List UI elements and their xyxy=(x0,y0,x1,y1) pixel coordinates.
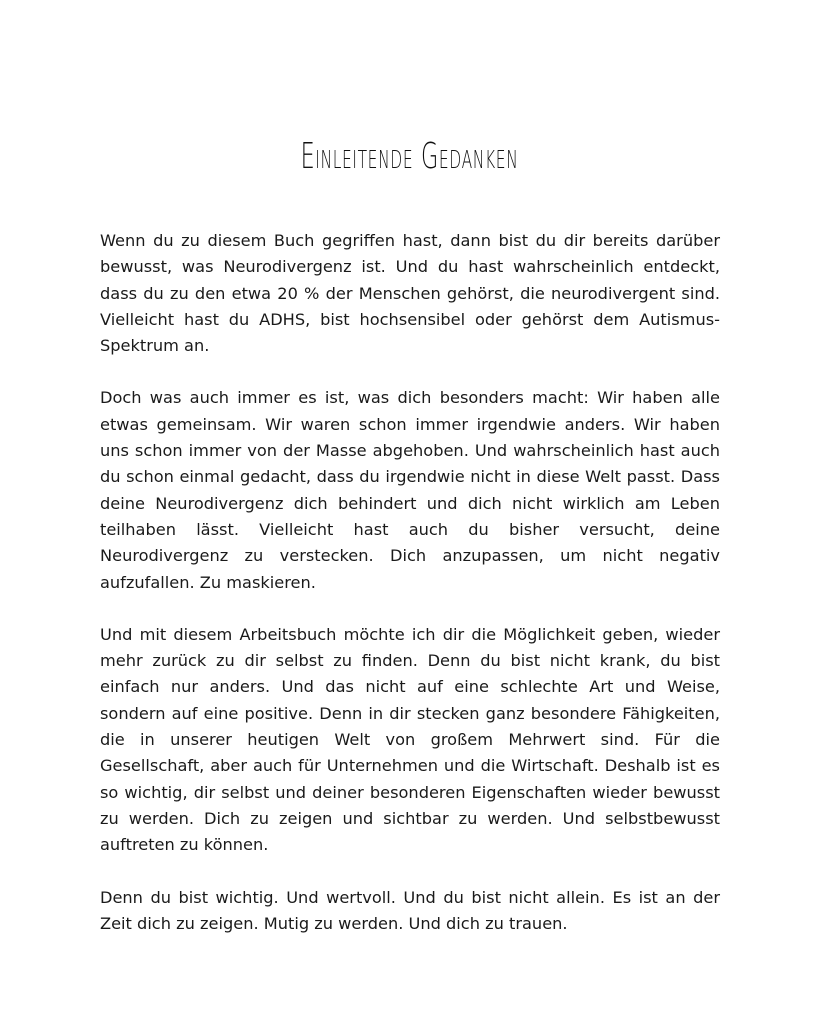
page-title: Einleitende Gedanken xyxy=(300,136,519,178)
paragraph-4: Denn du bist wichtig. Und wertvoll. Und du bist nicht allein. Es ist an der Zeit dich zu zeigen. Mutig zu werden. Und dich zu trauen. xyxy=(100,887,720,933)
body-text xyxy=(100,228,720,963)
paragraph-2: Doch was auch immer es ist, was dich besonders macht: Wir haben alle etwas gemeinsam. Wir waren schon immer irgendwie anders. Wir haben uns schon immer von der Masse abgehoben. Und wahrscheinlich hast auch du schon einmal gedacht, dass du irgendwie nicht in diese Welt passt. Dass deine Neurodivergenz dich behindert und dich nicht wirklich am Leben teilhaben lässt. Vielleicht hast auch du bisher versucht, deine Neurodivergenz zu verstecken. Dich anzupassen, um nicht negativ aufzufallen. Zu maskieren. xyxy=(100,388,720,592)
paragraph-1: Wenn du zu diesem Buch gegriffen hast, dann bist du dir bereits darüber bewusst, was Neurodivergenz ist. Und du hast wahrscheinlich entdeckt, dass du zu den etwa 20 % der Menschen gehörst, die neurodivergent sind. Vielleicht hast du ADHS, bist hochsensibel oder gehörst dem Autismus-Spektrum an. xyxy=(100,231,720,356)
paragraph-3: Und mit diesem Arbeitsbuch möchte ich dir die Möglichkeit geben, wieder mehr zurück zu dir selbst zu finden. Denn du bist nicht krank, du bist einfach nur anders. Und das nicht auf eine schlechte Art und Weise, sondern auf eine positive. Denn in dir stecken ganz besondere Fähigkeiten, die in unserer heutigen Welt von großem Mehrwert sind. Für die Gesellschaft, aber auch für Unternehmen und die Wirtschaft. Deshalb ist es so wichtig, dir selbst und deiner besonderen Eigenschaften wieder bewusst zu werden. Dich zu zeigen und sichtbar zu werden. Und selbstbewusst auftreten zu können. xyxy=(100,624,720,855)
